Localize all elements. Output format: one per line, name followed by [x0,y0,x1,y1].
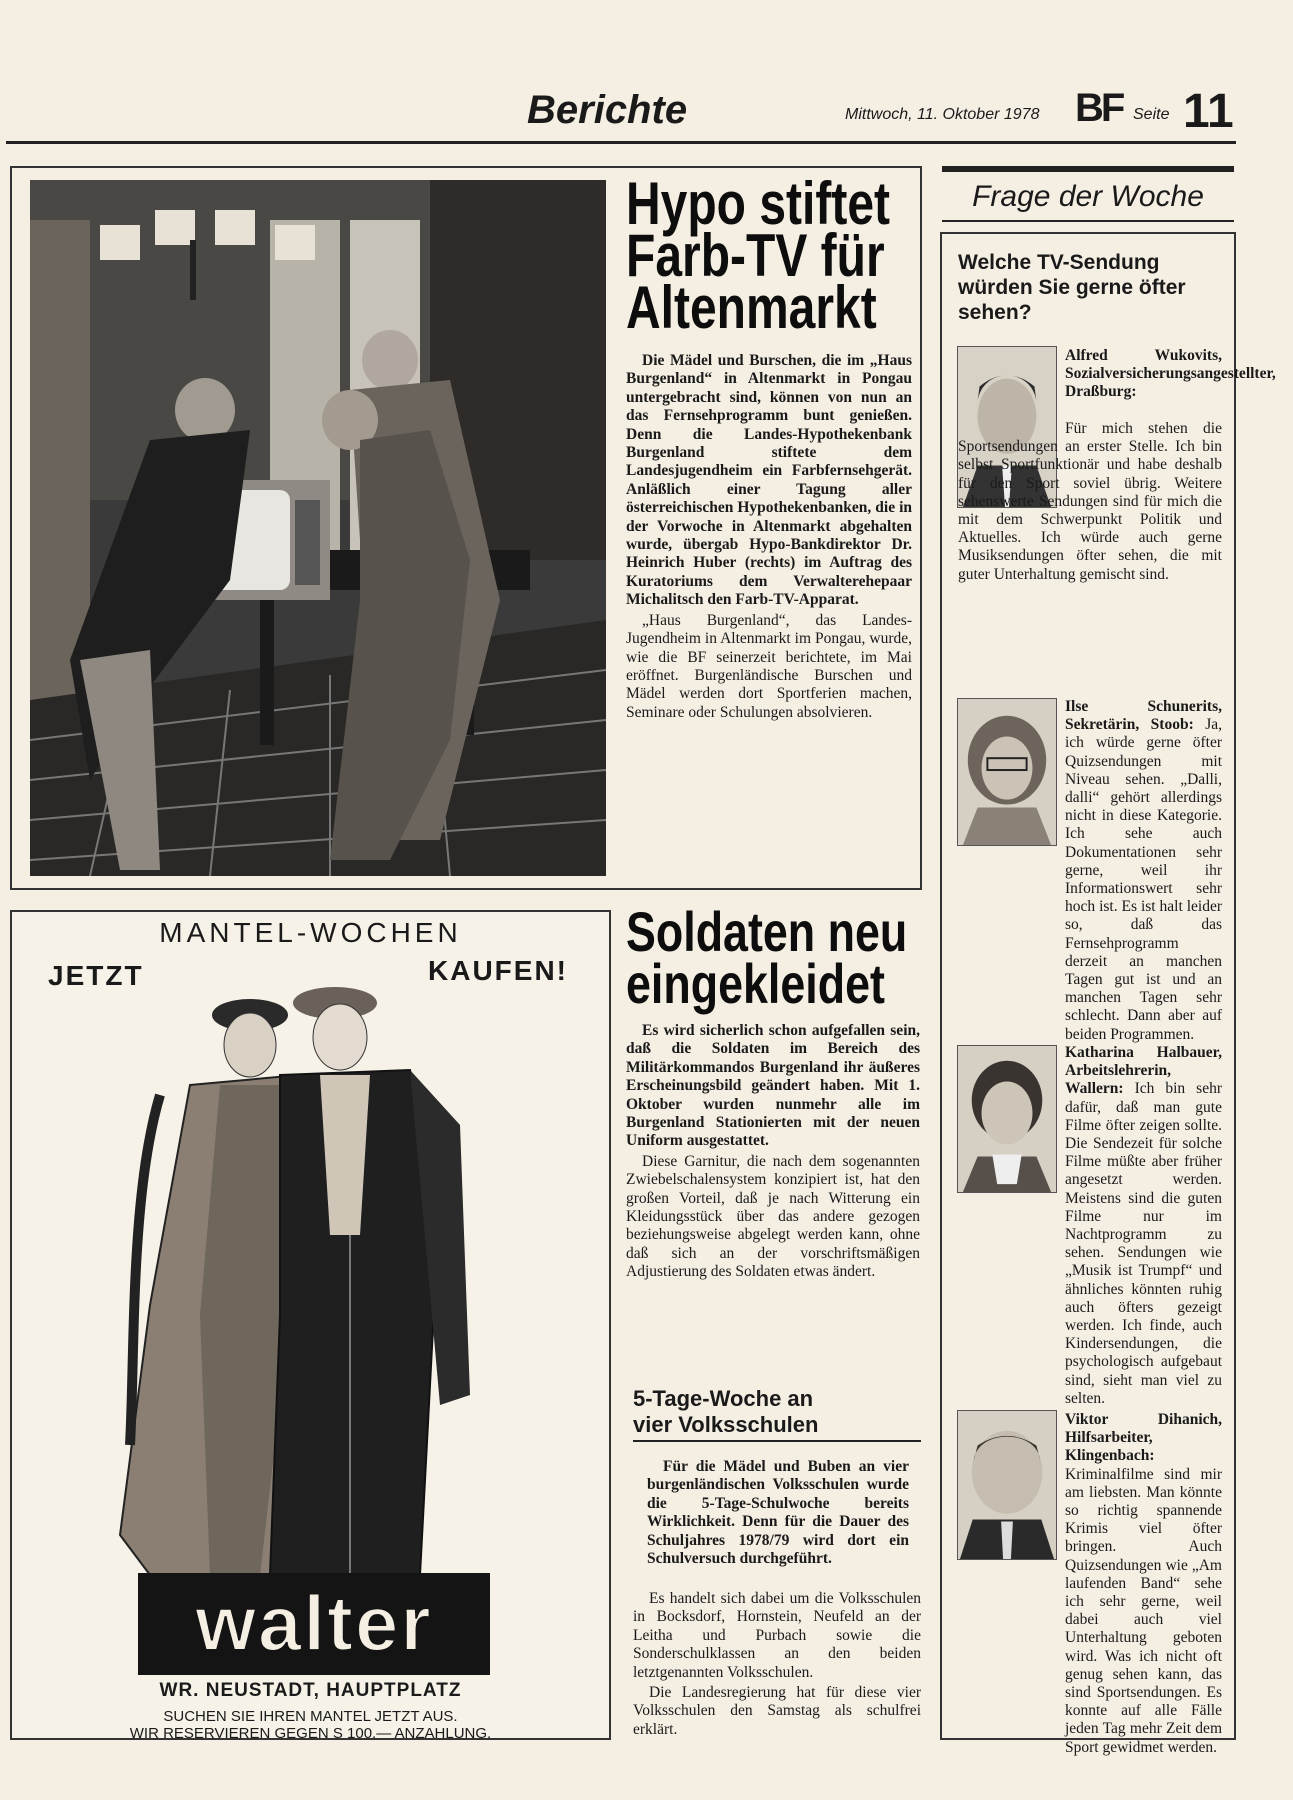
ad-offer-line-2: WIR RESERVIEREN GEGEN S 100.— ANZAHLUNG. [129,1725,492,1742]
portrait-photo [957,1410,1057,1560]
article-body-5-tage [633,1590,921,1741]
survey-question: Welche TV-Sendung würden Sie gerne öfter sehen? [958,251,1186,324]
article-paragraph: Die Landesregierung hat für diese vier Volksschulen den Samstag als schulfrei erklärt. [633,1684,921,1738]
column-title-rule [942,220,1234,222]
respondent-answer: Ja, ich würde gerne öfter Quizsendungen mit Niveau sehen. „Dalli, dalli“ gehört allerdings nicht in diese Kategorie. Ich sehe auch Dokumentationen sehr gerne, weil ihr Informationswert sehr hoch ist. Es ist halt leider so, daß das Fernsehprogramm derzeit an manchen Tagen gut ist und an manchen Tagen sehr schlecht. Dann aber auf beiden Programmen. [1065,716,1222,1043]
response-halbauer [1065,1044,1222,1408]
article-photo-tv-handover [30,180,606,876]
portrait-photo [957,1045,1057,1193]
headline-hypo [626,170,890,341]
headline-line: 5-Tage-Woche an [633,1386,814,1411]
article-paragraph: „Haus Burgenland“, das Landes-Jugendheim in Altenmarkt im Pongau, wurde, wie die BF seinerzeit berichtete, im Mai eröffnet. Burgenländische Burschen und Mädel werden dort Sportferien machen, Seminare oder Schulungen absolvieren. [626,611,912,721]
article-paragraph: Diese Garnitur, die nach dem sogenannten Zwiebelschalensystem konzipiert ist, hat den großen Vorteil, daß je nach Witterung ein Kleidungsstück über das andere gezogen beziehungsweise abgelegt werden kann, ohne daß sich an der vorschriftsmäßigen Adjustierung des Soldaten etwas ändert. [626,1152,920,1281]
headline-soldaten [626,900,908,1015]
issue-date: Mittwoch, 11. Oktober 1978 [845,106,1040,123]
respondent-name: Ilse Schunerits, Sekretärin, Stoob: [1065,698,1222,734]
article-lead-box-5-tage [647,1458,909,1570]
page-label: Seite [1133,106,1170,123]
article-lead: Die Mädel und Burschen, die im „Haus Burgenland“ in Altenmarkt in Pongau untergebracht sind, können von nun an das Fernsehprogramm bunt genießen. Denn die Landes-Hypothekenbank Burgenland stiftete dem Landesjugendheim ein Farbfernsehgerät. Anläßlich einer Tagung aller österreichischen Hypothekenbanken, die in der Vorwoche in Altenmarkt abgehalten wurde, übergab Hypo-Bankdirektor Dr. Heinrich Huber (rechts) im Auftrag des Kuratoriums dem Verwalterehepaar Michalitsch den Farb-TV-Apparat. [626,352,912,609]
ad-title: MANTEL-WOCHEN [159,917,462,948]
headline-line: Soldaten neu [626,900,908,963]
headline-line: Hypo stiftet [626,170,890,237]
headline-line: Farb-TV für [626,222,885,289]
article-paragraph: Es handelt sich dabei um die Volksschulen in Bocksdorf, Hornstein, Neufeld an der Leitha und Purbach sowie die Sonderschulklassen an den beiden letztgenannten Volksschulen. [633,1590,921,1681]
ad-models-illustration [110,975,530,1575]
respondent-name: Alfred Wukovits, Sozialversicherungsangestellter, Draßburg: [1065,347,1276,401]
response-dihanich [1065,1411,1222,1757]
ad-address: WR. NEUSTADT, HAUPTPLATZ [159,1680,462,1701]
column-title: Frage der Woche [972,180,1204,213]
portrait-photo [957,698,1057,846]
response-wukovits [958,420,1222,584]
headline-line: eingekleidet [626,952,885,1015]
article-lead: Es wird sicherlich schon aufgefallen sein, daß die Soldaten im Bereich des Militärkommandos Burgenland ihr äußeres Erscheinungsbild geändert haben. Mit 1. Oktober wurden nunmehr alle im Burgenland Stationierten mit der neuen Uniform ausgestattet. [626,1022,920,1150]
article-lead: Für die Mädel und Buben an vier burgenländischen Volksschulen wurde die 5-Tage-Schulwoche bereits Wirklichkeit. Denn für die Dauer des Schuljahres 1978/79 wird dort ein Schulversuch durchgeführt. [647,1458,909,1568]
headline-underline [633,1440,921,1442]
headline-line: vier Volksschulen [633,1412,819,1437]
ad-offer-line-1: SUCHEN SIE IHREN MANTEL JETZT AUS. [163,1708,458,1725]
respondent-name: Viktor Dihanich, Hilfsarbeiter, Klingenbach: [1065,1411,1222,1465]
section-title: Berichte [527,88,688,132]
newspaper-logo: BF [1075,86,1123,130]
response-schunerits [1065,698,1222,1044]
headline-line: Altenmarkt [626,274,877,341]
ad-tagline-right: KAUFEN! [428,955,568,986]
ad-brand-logo: walter [195,1579,433,1667]
headline-5-tage-woche [633,1386,818,1438]
respondent-name: Katharina Halbauer, Arbeitslehrerin, Wallern: [1065,1044,1222,1098]
respondent-answer: Für mich stehen die Sportsendungen an erster Stelle. Ich bin selbst Sportfunktionär und habe deshalb für den Sport soviel übrig. Weitere sehenswerte Sendungen sind für mich die mit dem Schwerpunkt Politik und Aktuelles. Ich würde auch gerne Musiksendungen öfter sehen, die mit guter Unterhaltung gemischt sind. [958,420,1222,583]
page-number: 11 [1183,85,1234,138]
article-body-hypo [626,352,912,724]
ad-tagline-left: JETZT [48,960,144,991]
respondent-answer: Kriminalfilme sind mir am liebsten. Man könnte so richtig spannende Krimis viel öfter bringen. Auch Quizsendungen wie „Am laufenden Band“ sehe ich sehr gerne, weil dabei auch viel Unterhaltung geboten wird. Was ich nicht oft genug sehen kann, das sind Sportsendungen. Es konnte auf alle Fälle jeden Tag mehr Zeit dem Sport gewidmet werden. [1065,1465,1222,1756]
respondent-answer: Ich bin sehr dafür, daß man gute Filme öfter zeigen sollte. Die Sendezeit für solche Filme müßte aber früher angesetzt werden. Meistens sind die guten Filme nur im Nachtprogramm zu sehen. Sendungen wie „Musik ist Trumpf“ und ähnliches könnten ruhig auch öfters gezeigt werden. Ich finde, auch Kindersendungen, die psychologisch aufgebaut sind, sieht man viel zu selten. [1065,1080,1222,1407]
header-divider [6,141,1236,144]
response-intro-wukovits [1065,347,1276,402]
column-top-rule [942,166,1234,172]
article-body-soldaten [626,1022,920,1284]
